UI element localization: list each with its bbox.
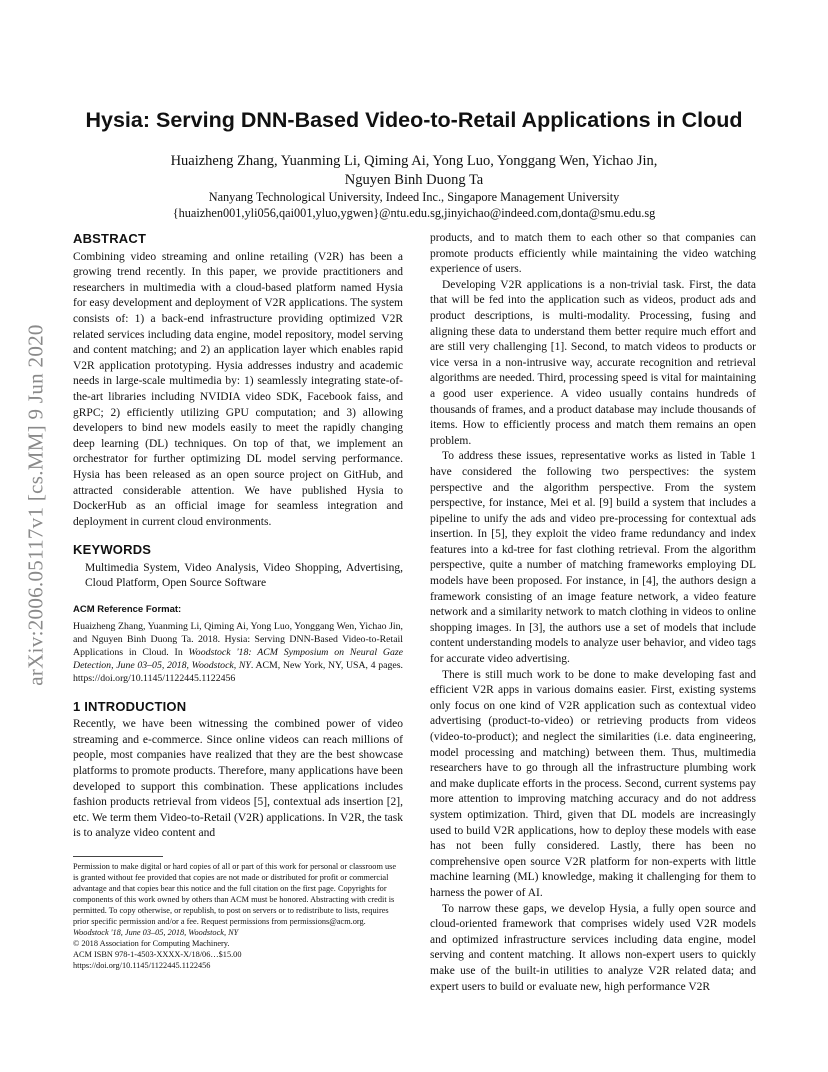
introduction-paragraph-4: There is still much work to be done to make developing fast and efficient V2R apps in various domains easier. First, existing systems only focus on one kind of V2R application such as contextual video advertising (product-to-video) or retrieving products from videos (video-to-product); and neglect the similarities (i.e. data engineering, model processing and matching) between them. Thus, multimedia researchers have to go through all the infrastructure plumbing work and make duplicate efforts in the process. Second, current systems pay more attention to improving matching accuracy and do not address system optimization. Third, given that DL models are increasingly used to build V2R applications, how to deploy these models with ease has not been fully considered. Lastly, there has been no comprehensive open source V2R platform for non-experts with little machine learning (ML) knowledge, making it challenging for them to harness the power of AI. xyxy=(430,668,756,899)
footnote-doi: https://doi.org/10.1145/1122445.1122456 xyxy=(73,961,211,970)
footnote-isbn: ACM ISBN 978-1-4503-XXXX-X/18/06…$15.00 xyxy=(73,950,242,959)
left-column xyxy=(73,231,403,971)
abstract-heading: ABSTRACT xyxy=(73,231,147,246)
acm-reference-authors: Huaizheng Zhang, Yuanming Li, Qiming Ai, Yong Luo, Yonggang Wen, Yichao Jin, and Nguyen Binh Duong Ta. 2018. Hysia: Serving DNN-Based Video-to-Retail Applications in Cloud. In xyxy=(73,620,403,658)
acm-reference-text xyxy=(73,620,403,685)
introduction-paragraph-2: Developing V2R applications is a non-trivial task. First, the data that will be fed into the application such as videos, product ads and product descriptions, is multi-modality. Processing, fusing and aligning these data to understand them better require much effort and are still very challenging [1]. Second, to match videos to products or vice versa in a non-intrusive way, accurate recognition and retrieval algorithms are needed. Third, processing speed is vital for maintaining a good user experience. A video usually contains hundreds of thousands of frames, and a product database may include thousands of items. How to efficiently process and match them remains an open problem. xyxy=(430,278,756,447)
keywords-heading: KEYWORDS xyxy=(73,542,152,558)
footnote-copyright: © 2018 Association for Computing Machinery. xyxy=(73,939,230,948)
introduction-heading: 1 INTRODUCTION xyxy=(73,698,187,714)
authors-line-1: Huaizheng Zhang, Yuanming Li, Qiming Ai, Yong Luo, Yonggang Wen, Yichao Jin, xyxy=(170,153,658,169)
footnote-venue: Woodstock '18, June 03–05, 2018, Woodstock, NY xyxy=(73,928,239,937)
arxiv-identifier-text: arXiv:2006.05117v1 [cs.MM] 9 Jun 2020 xyxy=(23,324,48,686)
footnote-block xyxy=(73,856,403,971)
acm-reference-heading: ACM Reference Format: xyxy=(73,604,182,616)
introduction-paragraph-1: Recently, we have been witnessing the combined power of video streaming and e-commerce. Since online videos can reach millions of people, most companies have realized that they are the best showcase platforms to promote products. Therefore, many applications have been developed to support this combination. These applications includes fashion products retrieval from videos [5], contextual ads insertion [2], etc. We term them Video-to-Retail (V2R) applications. In V2R, the task is to analyze video content and xyxy=(73,718,403,840)
permission-notice: Permission to make digital or hard copies of all or part of this work for personal or classroom use is granted without fee provided that copies are not made or distributed for profit or commercial advantage and that copies bear this notice and the full citation on the first page. Copyrights for components of this work owned by others than ACM must be honored. Abstracting with credit is permitted. To copy otherwise, or republish, to post on servers or to redistribute to lists, requires prior specific permission and/or a fee. Request permissions from permissions@acm.org. xyxy=(73,862,397,926)
affiliations: Nanyang Technological University, Indeed Inc., Singapore Management University xyxy=(208,190,620,204)
affiliation-block xyxy=(80,189,748,221)
keywords-text: Multimedia System, Video Analysis, Video Shopping, Advertising, Cloud Platform, Open Source Software xyxy=(85,561,403,590)
authors-line-2: Nguyen Binh Duong Ta xyxy=(344,172,484,188)
arxiv-identifier xyxy=(22,285,50,725)
right-column xyxy=(430,231,756,995)
introduction-paragraph-3: To address these issues, representative works as listed in Table 1 have considered the following two perspectives: the system perspective and the algorithm perspective. From the system perspective, for instance, Mei et al. [9] build a system that includes a pipeline to unify the ads and video pre-processing for contextual ads insertion. In [5], they exploit the video frame redundancy and index features into a kd-tree for fast clothing retrieval. From the algorithm perspective, quite a number of matching frameworks employing DL models have been proposed. For instance, in [4], the authors design a framework consisting of an image feature network, a video feature network and a similarity network to match clothing in videos to online shopping images. In [3], the authors use a set of models that include content understanding models to analyze user behavior, and video tags for accurate video advertising. xyxy=(430,450,756,666)
footnote-rule xyxy=(73,856,163,857)
paper-title: Hysia: Serving DNN-Based Video-to-Retail Applications in Cloud xyxy=(85,108,743,132)
acm-reference-publisher: . ACM, New York, NY, USA, 4 pages. https://doi.org/10.1145/1122445.1122456 xyxy=(73,659,403,684)
introduction-paragraph-5: To narrow these gaps, we develop Hysia, a fully open source and cloud-oriented framework that comprises widely used V2R models and optimized infrastructure services including data engine, model serving and content matching. It allows non-expert users to quickly make use of the built-in utilities to analyze V2R related data; and expert users to build or evaluate new, high performance V2R xyxy=(430,902,756,993)
author-emails: {huaizhen001,yli056,qai001,yluo,ygwen}@ntu.edu.sg,jinyichao@indeed.com,donta@smu.edu.sg xyxy=(172,206,656,220)
author-list xyxy=(80,152,748,190)
acm-reference-venue: Woodstock '18: ACM Symposium on Neural Gaze Detection, June 03–05, 2018, Woodstock, NY xyxy=(73,646,403,671)
introduction-paragraph-1-continued: products, and to match them to each other so that companies can promote products efficiently while maintaining the video watching experience of users. xyxy=(430,232,756,276)
abstract-text: Combining video streaming and online retailing (V2R) has been a growing trend recently. In this paper, we provide practitioners and researchers in multimedia with a cloud-based platform named Hysia for easy development and deployment of V2R applications. The system consists of: 1) a back-end infrastructure providing optimized V2R related services including data engine, model repository, model serving and content matching; and 2) an application layer which enables rapid V2R application prototyping. Hysia addresses industry and academic needs in large-scale multimedia by: 1) seamlessly integrating state-of-the-art libraries including NVIDIA video SDK, Facebook faiss, and gRPC; 2) efficiently utilizing GPU computation; and 3) allowing developers to bind new models easily to meet the rapidly changing deep learning (DL) techniques. On top of that, we implement an orchestrator for further optimizing DL model serving performance. Hysia has been released as an open source project on GitHub, and attracted considerable attention. We have published Hysia to DockerHub as an official image for seamless integration and deployment in current cloud environments. xyxy=(73,250,403,528)
acm-reference-block xyxy=(73,602,403,685)
